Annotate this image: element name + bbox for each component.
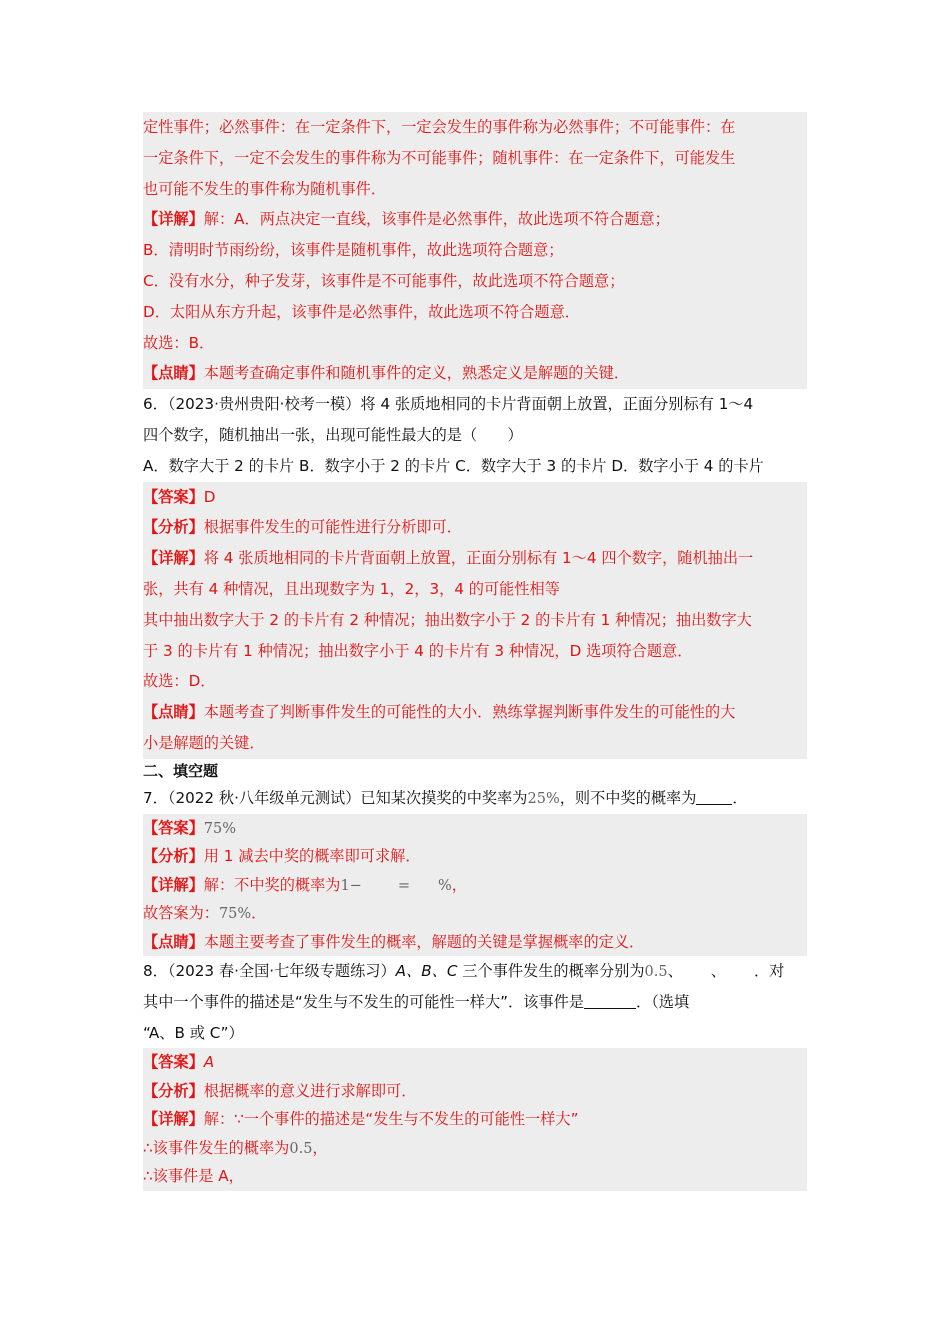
analysis-text: 根据事件发生的可能性进行分析即可． xyxy=(203,518,462,537)
analysis-text: 根据概率的意义进行求解即可． xyxy=(203,1081,417,1100)
q6-note-line-2: 小是解题的关键． xyxy=(143,728,807,759)
answer-tag: 【答案】 xyxy=(143,818,204,837)
q7-note xyxy=(143,928,807,957)
q5-note xyxy=(143,358,807,389)
q5-explanation-line-2: 一定条件下，一定不会发生的事件称为不可能事件；随机事件：在一定条件下，可能发生 xyxy=(143,143,807,174)
expr-one-minus: 1− xyxy=(340,877,362,894)
q6-note-line-1 xyxy=(143,697,807,728)
analysis-tag: 【分析】 xyxy=(143,847,204,866)
q6-options: A．数字大于 2 的卡片 B．数字小于 2 的卡片 C．数字大于 3 的卡片 D．数字小于 4 的卡片 xyxy=(143,456,764,475)
q8-line2-a: 其中一个事件的描述是“发生与不发生的可能性一样大”．该事件是 xyxy=(143,992,584,1011)
q6-stem-line-1: 6．（2023·贵州贵阳·校考一模）将 4 张质地相同的卡片背面朝上放置，正面分别标有 1～4 xyxy=(143,395,754,414)
therefore-end: ， xyxy=(312,1138,328,1157)
q5-detail xyxy=(143,204,807,235)
q7-stem-text-a: 7．（2022 秋·八年级单元测试）已知某次摸奖的中奖率为 xyxy=(143,788,528,807)
q7-stem-text-b: ，则不中奖的概率为 xyxy=(559,788,697,807)
q7-stem xyxy=(143,783,807,814)
detail-text: 解：不中奖的概率为 xyxy=(203,875,341,894)
q7-answer xyxy=(143,814,807,843)
q6-detail-line-3: 其中抽出数字大于 2 的卡片有 2 种情况；抽出数字小于 2 的卡片有 1 种情况；抽出数字大 xyxy=(143,605,807,636)
note-tag: 【点睛】 xyxy=(143,703,204,722)
note-text: 本题主要考查了事件发生的概率，解题的关键是掌握概率的定义． xyxy=(203,932,645,951)
note-text: 本题考查了判断事件发生的可能性的大小．熟练掌握判断事件发生的可能性的大 xyxy=(203,703,736,722)
q8-therefore-2: ∴该事件是 A， xyxy=(143,1162,807,1191)
q8-answer xyxy=(143,1048,807,1077)
answer-blank xyxy=(584,992,636,1009)
answer-blank xyxy=(696,788,732,805)
q8-stem-line-2 xyxy=(143,987,807,1018)
final-text: 故答案为： xyxy=(143,904,219,923)
q7-detail xyxy=(143,871,807,900)
detail-tag: 【详解】 xyxy=(143,875,204,894)
q6-analysis xyxy=(143,512,807,543)
q6-stem-line-2: 四个数字，随机抽出一张，出现可能性最大的是（ ） xyxy=(143,425,523,444)
therefore-text: ∴该事件发生的概率为 xyxy=(143,1138,290,1157)
q8-events: A、B、C xyxy=(395,962,458,981)
q7-rate: 25% xyxy=(527,790,560,807)
analysis-tag: 【分析】 xyxy=(143,518,204,537)
q6-detail-line-1 xyxy=(143,543,807,574)
final-value: 75% xyxy=(218,906,252,923)
section-heading: 二、填空题 xyxy=(143,761,219,780)
final-end: ． xyxy=(251,904,267,923)
q8-stem-b: 三个事件发生的概率分别为 xyxy=(457,962,645,981)
detail-text: 解：∵一个事件的描述是“发生与不发生的可能性一样大” xyxy=(203,1110,579,1129)
q7-final xyxy=(143,899,807,928)
answer-tag: 【答案】 xyxy=(143,1053,204,1072)
detail-end: ， xyxy=(451,875,467,894)
analysis-tag: 【分析】 xyxy=(143,1081,204,1100)
q8-stem-c: ．对 xyxy=(753,962,785,981)
q5-option-c: C．没有水分，种子发芽，该事件是不可能事件，故此选项不符合题意； xyxy=(143,266,807,297)
detail-tag: 【详解】 xyxy=(143,549,204,568)
document-page xyxy=(143,112,807,1191)
q5-choose: 故选：B． xyxy=(143,328,807,359)
expr-percent: % xyxy=(437,877,452,894)
answer-value: 75% xyxy=(203,820,236,837)
q5-explanation-line-3: 也可能不发生的事件称为随机事件． xyxy=(143,174,807,205)
note-tag: 【点睛】 xyxy=(143,932,204,951)
detail-text: 将 4 张质地相同的卡片背面朝上放置，正面分别标有 1～4 四个数字，随机抽出一 xyxy=(203,549,754,568)
therefore-value: 0.5 xyxy=(289,1140,313,1157)
q7-stem-end: ． xyxy=(732,788,748,807)
q7-analysis xyxy=(143,842,807,871)
detail-tag: 【详解】 xyxy=(143,210,204,229)
answer-value: A xyxy=(203,1053,215,1072)
q5-option-b: B．清明时节雨纷纷，该事件是随机事件，故此选项符合题意； xyxy=(143,235,807,266)
q8-stem-line-3: “A、B 或 C”） xyxy=(143,1023,244,1042)
detail-tag: 【详解】 xyxy=(143,1110,204,1129)
q8-therefore-1 xyxy=(143,1134,807,1163)
q6-answer xyxy=(143,482,807,513)
q8-analysis xyxy=(143,1077,807,1106)
q8-line2-b: ．（选填 xyxy=(636,992,690,1011)
q8-sep-2: 、 xyxy=(710,962,726,981)
q6-detail-line-4: 于 3 的卡片有 1 种情况；抽出数字小于 4 的卡片有 3 种情况，D 选项符合题意． xyxy=(143,636,807,667)
q8-sep-1: 、 xyxy=(667,962,683,981)
analysis-text: 用 1 减去中奖的概率即可求解． xyxy=(203,847,421,866)
detail-text: 解：A．两点决定一直线，该事件是必然事件，故此选项不符合题意； xyxy=(203,210,670,229)
note-tag: 【点睛】 xyxy=(143,364,204,383)
q8-stem-line-1 xyxy=(143,956,807,987)
q8-prob-1: 0.5 xyxy=(644,964,668,981)
answer-tag: 【答案】 xyxy=(143,487,204,506)
q6-choose: 故选：D． xyxy=(143,666,807,697)
expr-equals: = xyxy=(397,877,410,894)
q5-option-d: D．太阳从东方升起，该事件是必然事件，故此选项不符合题意． xyxy=(143,297,807,328)
q8-detail xyxy=(143,1105,807,1134)
q5-explanation-line-1: 定性事件；必然事件：在一定条件下，一定会发生的事件称为必然事件；不可能事件：在 xyxy=(143,112,807,143)
q6-detail-line-2: 张，共有 4 种情况，且出现数字为 1，2，3，4 的可能性相等 xyxy=(143,574,807,605)
note-text: 本题考查确定事件和随机事件的定义，熟悉定义是解题的关键． xyxy=(203,364,629,383)
q8-stem-a: 8．（2023 春·全国·七年级专题练习） xyxy=(143,962,396,981)
answer-value: D xyxy=(203,487,216,506)
